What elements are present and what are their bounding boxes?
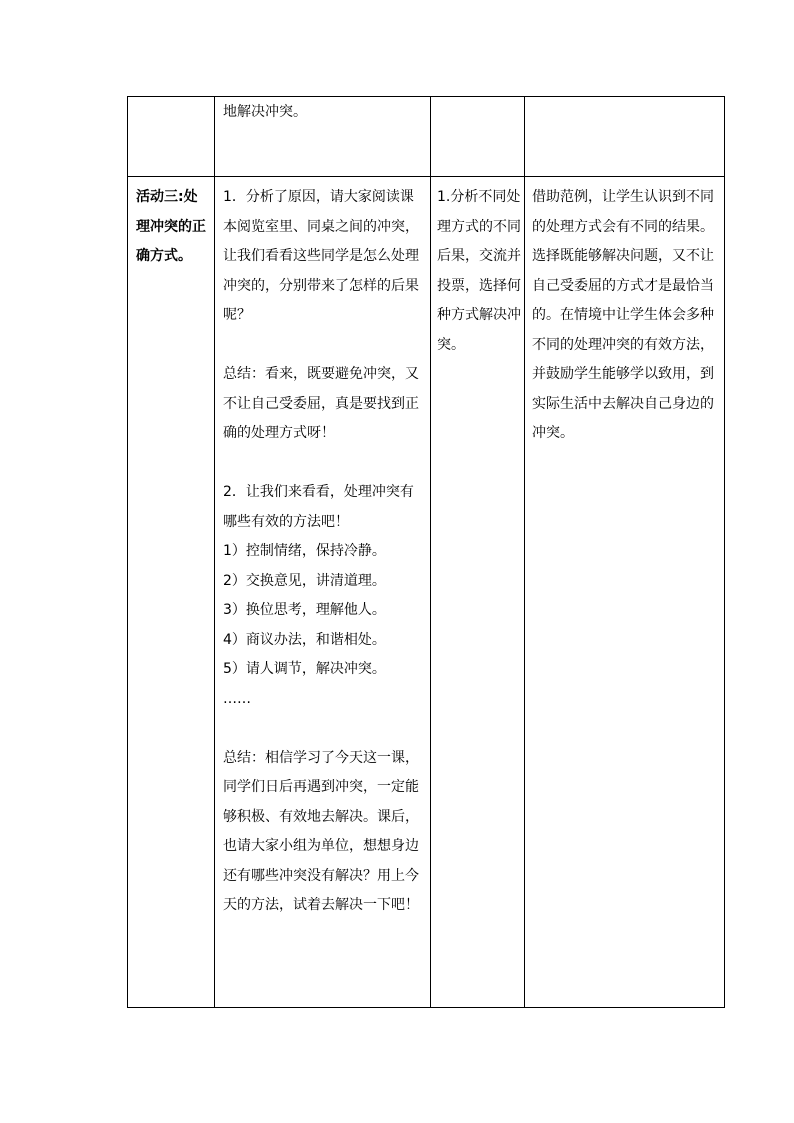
lesson-plan-table: [127, 96, 725, 1008]
ellipsis: ……: [223, 690, 251, 707]
teacher-paragraph-1: 1．分析了原因，请大家阅读课本阅览室里、同桌之间的冲突，让我们看看这些同学是怎么处理冲突的，分别带来了怎样的后果呢？: [223, 189, 419, 323]
design-intent-text: 借助范例，让学生认识到不同的处理方式会有不同的结果。选择既能够解决问题，又不让自己受委屈的方式才是最恰当的。在情境中让学生体会多种不同的处理冲突的有效方法，并鼓励学生能够学以致用，到实际生活中去解决自己身边的冲突。: [532, 189, 714, 441]
design-intent-cell: [525, 177, 725, 1008]
teacher-summary-2: 总结：相信学习了今天这一课，同学们日后再遇到冲突，一定能够积极、有效地去解决。课后，也请大家小组为单位，想想身边还有哪些冲突没有解决？用上今天的方法，试着去解决一下吧！: [223, 749, 419, 913]
stage-cell: [128, 177, 215, 1008]
teacher-activity-cell: [215, 177, 431, 1008]
method-item: 3）换位思考，理解他人。: [223, 602, 386, 618]
teacher-paragraph-2: 2．让我们来看看，处理冲突有哪些有效的方法吧！: [223, 484, 414, 530]
method-item: 4）商议办法，和谐相处。: [223, 631, 386, 648]
teacher-activity-cell: [215, 97, 431, 177]
stage-cell: [128, 97, 215, 177]
student-activity-text: 1.分析不同处理方式的不同后果，交流并投票，选择何种方式解决冲突。: [437, 189, 521, 353]
student-activity-cell: [431, 177, 525, 1008]
student-activity-cell: [431, 97, 525, 177]
design-intent-cell: [525, 97, 725, 177]
table-row: [128, 97, 725, 177]
method-item: 2）交换意见，讲清道理。: [223, 572, 386, 589]
table-row: [128, 177, 725, 1008]
stage-title: 活动三:处理冲突的正确方式。: [136, 189, 206, 264]
continuation-text: 地解决冲突。: [223, 104, 307, 120]
teacher-summary-1: 总结：看来，既要避免冲突，又不让自己受委屈，真是要找到正确的处理方式呀！: [223, 366, 419, 441]
method-item: 5）请人调节，解决冲突。: [223, 661, 386, 677]
method-item: 1）控制情绪，保持冷静。: [223, 543, 386, 559]
